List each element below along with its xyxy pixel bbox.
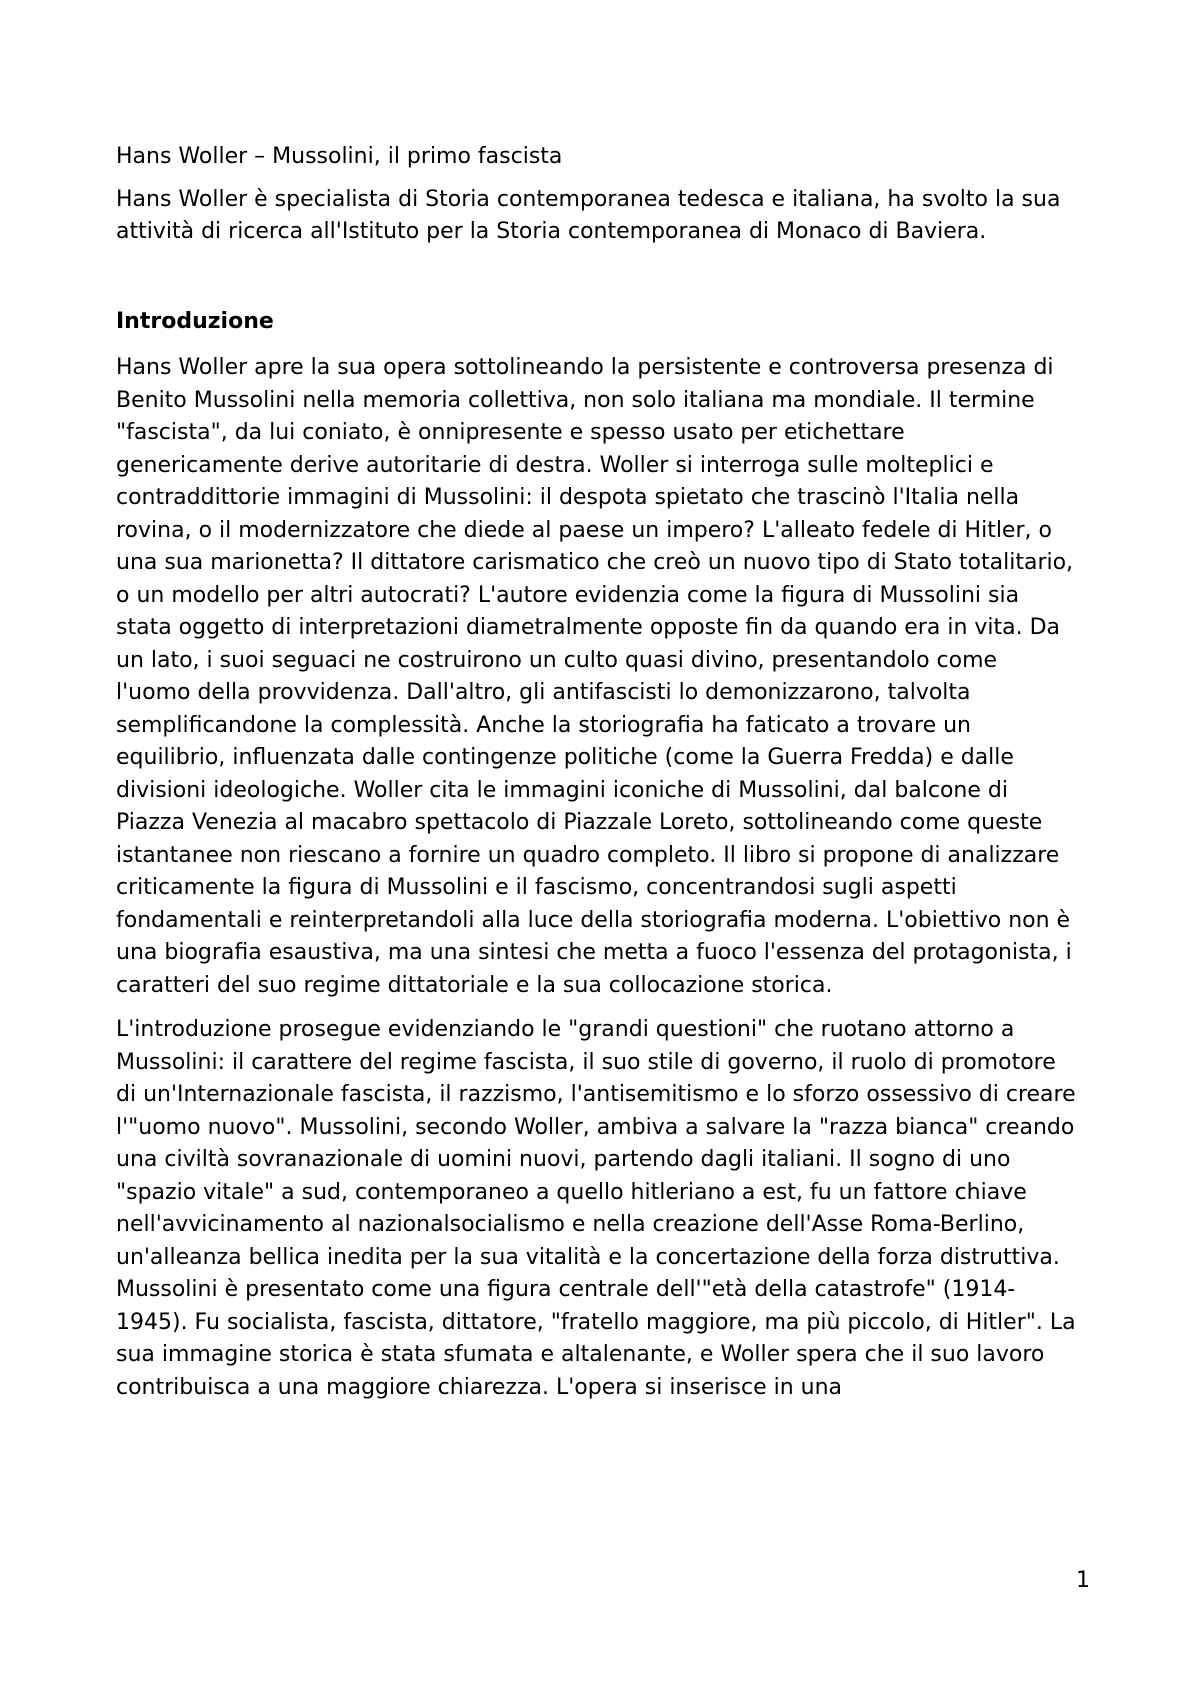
page-content [116,141,1076,1404]
body-paragraph: L'introduzione prosegue evidenziando le "grandi questioni" che ruotano attorno a Mussolini: il carattere del regime fascista, il suo stile di governo, il ruolo di promotore di un'Internazionale fascista, il razzismo, l'antisemitismo e lo sforzo ossessivo di creare l'"uomo nuovo". Mussolini, secondo Woller, ambiva a salvare la "razza bianca" creando una civiltà sovranazionale di uomini nuovi, partendo dagli italiani. Il sogno di uno "spazio vitale" a sud, contemporaneo a quello hitleriano a est, fu un fattore chiave nell'avvicinamento al nazionalsocialismo e nella creazione dell'Asse Roma-Berlino, un'alleanza bellica inedita per la sua vitalità e la concertazione della forza distruttiva. Mussolini è presentato come una figura centrale dell'"età della catastrofe" (1914-1945). Fu socialista, fascista, dittatore, "fratello maggiore, ma più piccolo, di Hitler". La sua immagine storica è stata sfumata e altalenante, e Woller spera che il suo lavoro contribuisca a una maggiore chiarezza. L'opera si inserisce in una [116,1017,1076,1400]
section-heading: Introduzione [116,308,274,334]
body-paragraph: Hans Woller apre la sua opera sottolineando la persistente e controversa presenza di Benito Mussolini nella memoria collettiva, non solo italiana ma mondiale. Il termine "fascista", da lui coniato, è onnipresente e spesso usato per etichettare genericamente derive autoritarie di destra. Woller si interroga sulle molteplici e contraddittorie immagini di Mussolini: il despota spietato che trascinò l'Italia nella rovina, o il modernizzatore che diede al paese un impero? L'alleato fedele di Hitler, o una sua marionetta? Il dittatore carismatico che creò un nuovo tipo di Stato totalitario, o un modello per altri autocrati? L'autore evidenzia come la figura di Mussolini sia stata oggetto di interpretazioni diametralmente opposte fin da quando era in vita. Da un lato, i suoi seguaci ne costruirono un culto quasi divino, presentandolo come l'uomo della provvidenza. Dall'altro, gli antifascisti lo demonizzarono, talvolta semplificandone la complessità. Anche la storiografia ha faticato a trovare un equilibrio, influenzata dalle contingenze politiche (come la Guerra Fredda) e dalle divisioni ideologiche. Woller cita le immagini iconiche di Mussolini, dal balcone di Piazza Venezia al macabro spettacolo di Piazzale Loreto, sottolineando come queste istantanee non riescano a fornire un quadro completo. Il libro si propone di analizzare criticamente la figura di Mussolini e il fascismo, concentrandosi sugli aspetti fondamentali e reinterpretandoli alla luce della storiografia moderna. L'obiettivo non è una biografia esaustiva, ma una sintesi che metta a fuoco l'essenza del protagonista, i caratteri del suo regime dittatoriale e la sua collocazione storica. [116,355,1074,998]
document-title: Hans Woller – Mussolini, il primo fascista [116,144,563,169]
author-bio-paragraph: Hans Woller è specialista di Storia contemporanea tedesca e italiana, ha svolto la sua attività di ricerca all'Istituto per la Storia contemporanea di Monaco di Baviera. [116,186,1061,244]
page-number: 1 [1076,1568,1090,1593]
